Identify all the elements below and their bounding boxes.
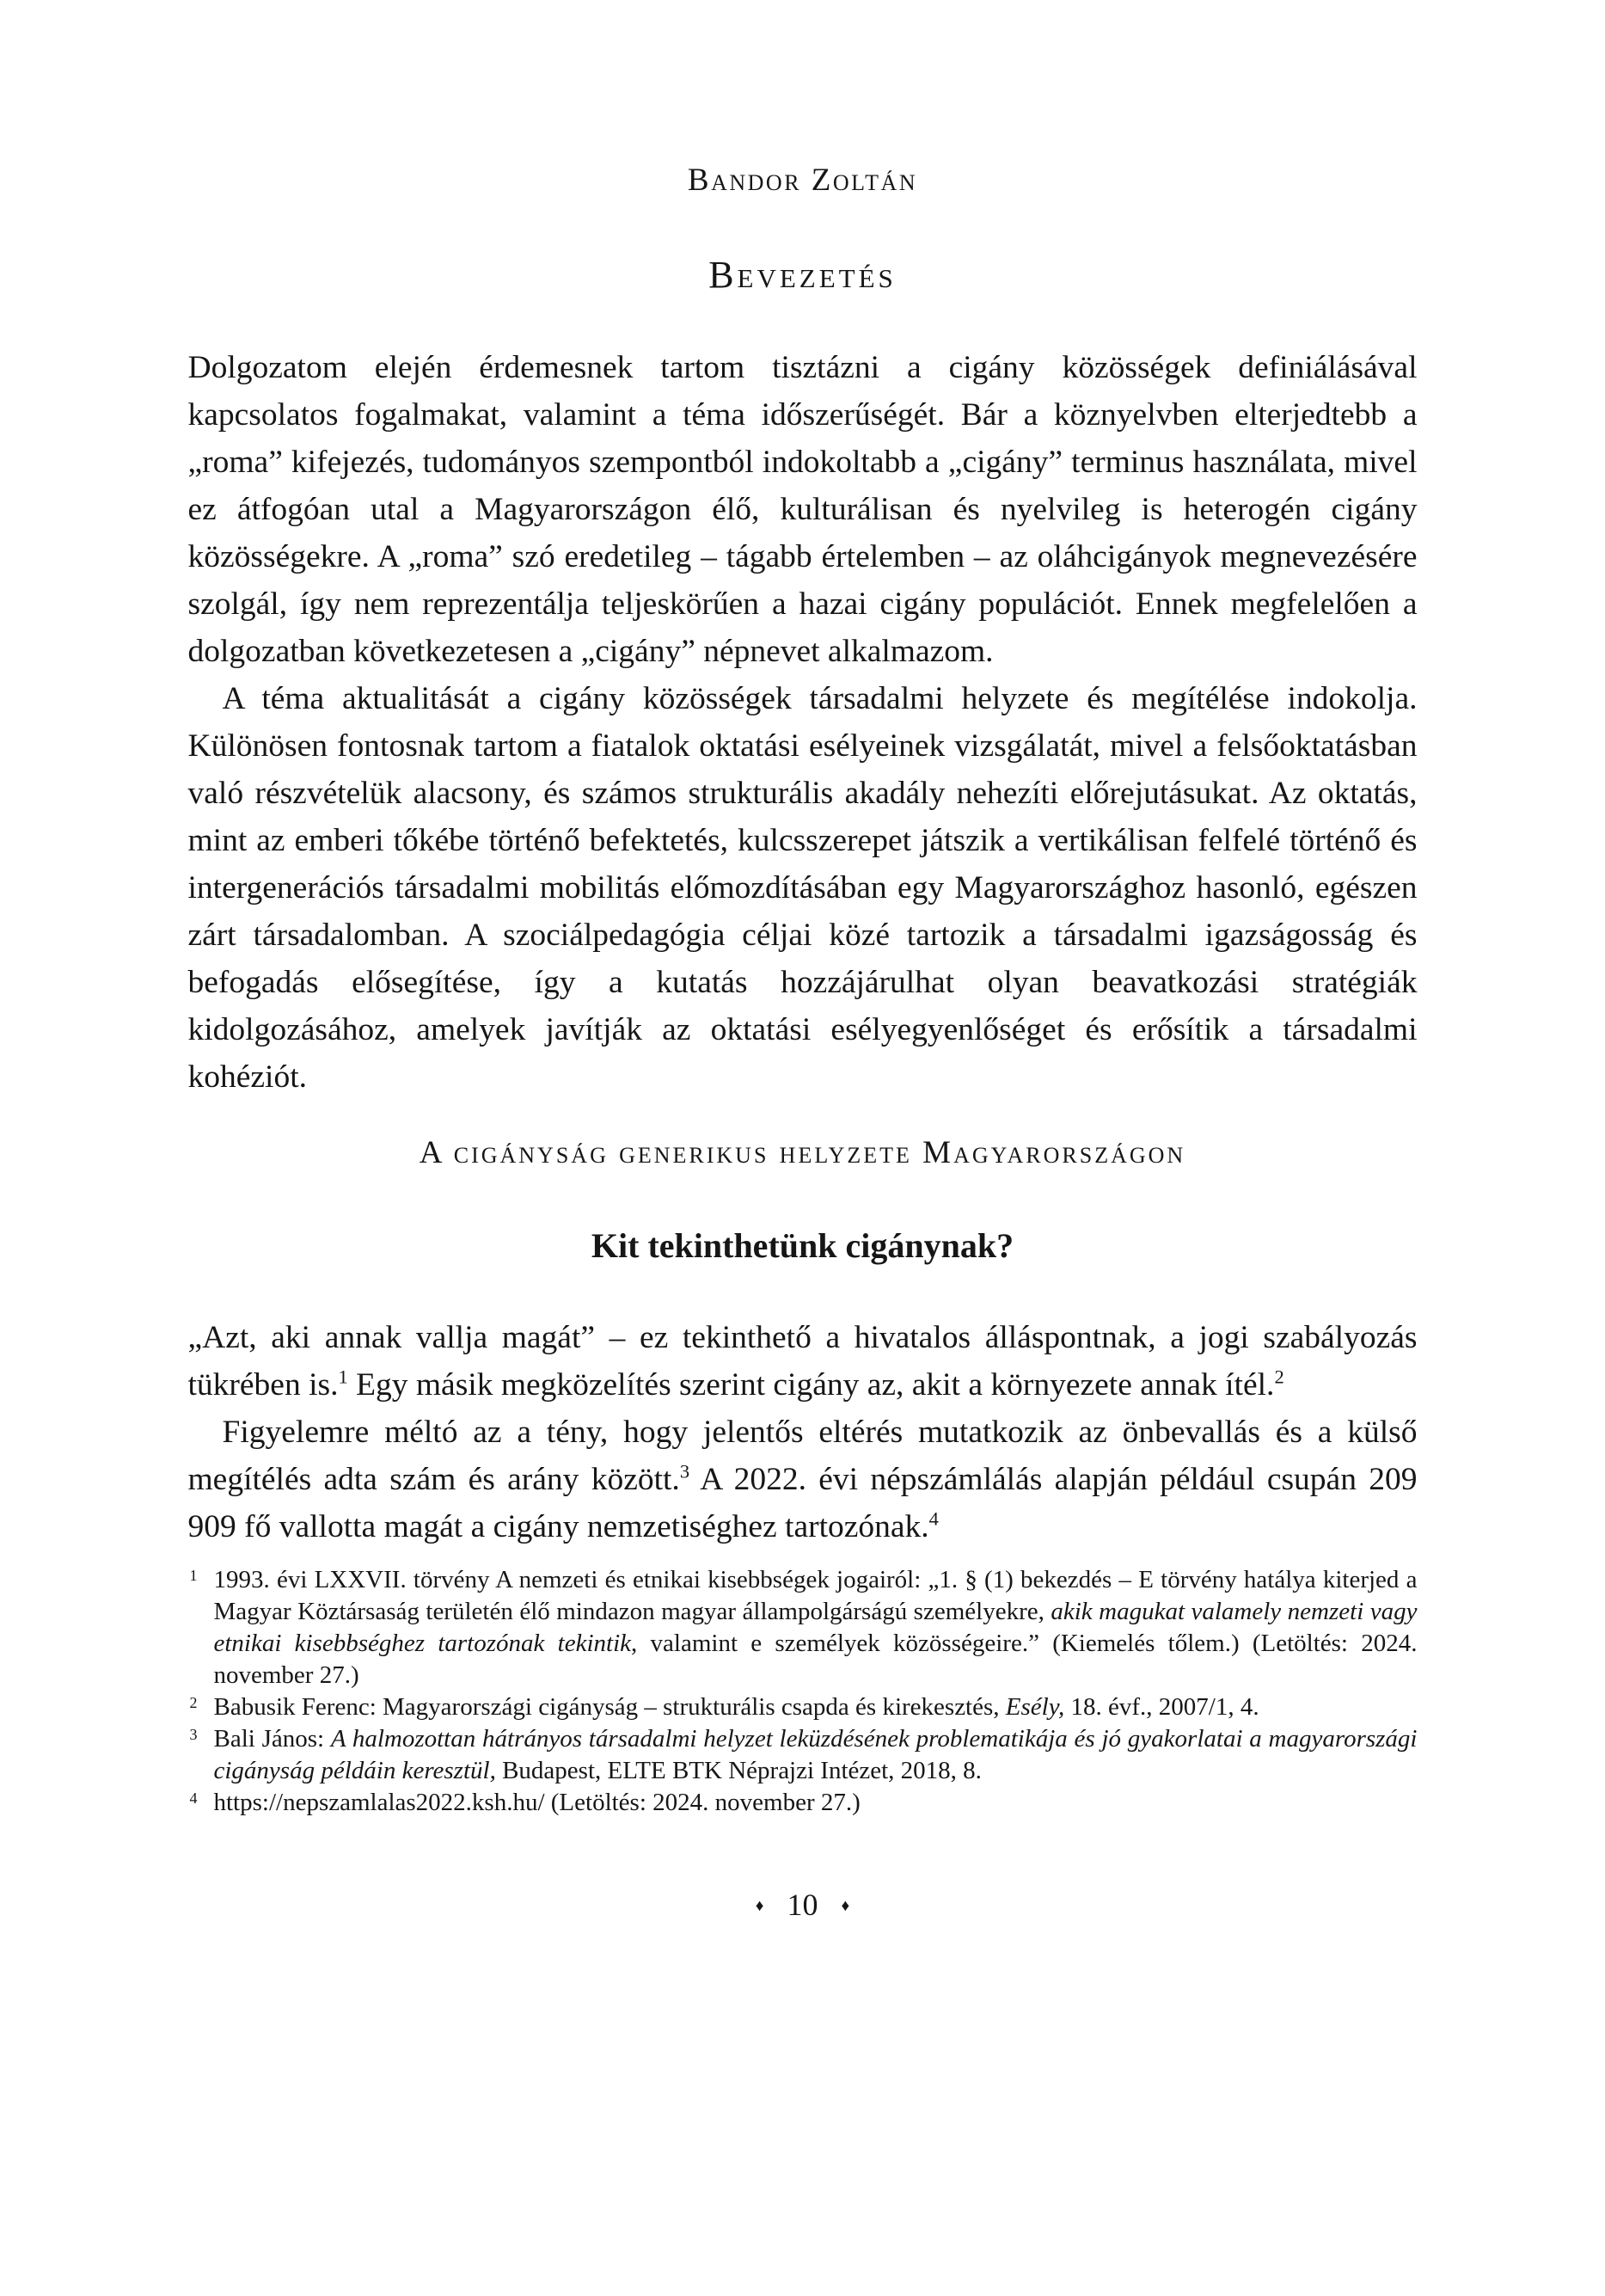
diamond-ornament-left: ♦ [755, 1897, 764, 1915]
footnote-item-1 [188, 1564, 1418, 1691]
page-number: 10 [787, 1888, 818, 1922]
footnote-text: Babusik Ferenc: Magyarországi cigányság – strukturális csapda és kirekesztés, Esély, 18. évf., 2007/1, 4. [213, 1693, 1259, 1721]
footnote-number: 3 [189, 1726, 198, 1743]
chapter-title: Bevezetés [708, 254, 897, 296]
footnote-number: 1 [189, 1567, 198, 1584]
author-heading: Bandor Zoltán [687, 163, 918, 198]
footnote-item-3 [188, 1723, 1418, 1787]
footnote-number: 2 [189, 1694, 198, 1711]
page [188, 0, 1418, 1924]
page-number-row [188, 1888, 1418, 1924]
footnote-text: 1993. évi LXXVII. törvény A nemzeti és etnikai kisebbségek jogairól: „1. § (1) bekezdés – E törvény hatálya kiterjed a Magyar Köztársaság területén élő mindazon magyar állampolgárságú személyekre, akik magukat valamely nemzeti vagy etnikai kisebbséghez tartozónak tekintik, valamint e személyek közösségeire.” (Kiemelés tőlem.) (Letöltés: 2024. november 27.) [213, 1566, 1418, 1689]
paragraph-section-2: Figyelemre méltó az a tény, hogy jelentős eltérés mutatkozik az önbevallás és a külső megítélés adta szám és arány között.$^3$ A 2022. évi népszámlálás alapján például csupán 209 909 fő vallotta magát a cigány nemzetiséghez tartozónak.$^4$ [187, 1415, 1418, 1544]
paragraph-intro-2: A téma aktualitását a cigány közösségek társadalmi helyzete és megítélése indokolja. Különösen fontosnak tartom a fiatalok oktatási esélyeinek vizsgálatát, mivel a felsőoktatásban való részvételük alacsony, és számos strukturális akadály nehezíti előrejutásukat. Az oktatás, mint az emberi tőkébe történő befektetés, kulcsszerepet játszik a vertikálisan felfelé történő és intergenerációs társadalmi mobilitás előmozdításában egy Magyarországhoz hasonló, egészen zárt társadalomban. A szociálpedagógia céljai közé tartozik a társadalmi igazságosság és befogadás elősegítése, így a kutatás hozzájárulhat olyan beavatkozási stratégiák kidolgozásához, amelyek javítják az oktatási esélyegyenlőséget és erősítik a társadalmi kohéziót. [187, 681, 1418, 1095]
footnote-item-4 [188, 1787, 1418, 1819]
section-heading: A cigányság generikus helyzete Magyarországon [419, 1135, 1186, 1170]
paragraph-intro-1: Dolgozatom elején érdemesnek tartom tisztázni a cigány közösségek definiálásával kapcsolatos fogalmakat, valamint a téma időszerűségét. Bár a köznyelvben elterjedtebb a „roma” kifejezés, tudományos szempontból indokoltabb a „cigány” terminus használata, mivel ez átfogóan utal a Magyarországon élő, kulturálisan és nyelvileg is heterogén cigány közösségekre. A „roma” szó eredetileg – tágabb értelemben – az oláhcigányok megnevezésére szolgál, így nem reprezentálja teljeskörűen a hazai cigány populációt. Ennek megfelelően a dolgozatban következetesen a „cigány” népnevet alkalmazom. [187, 350, 1418, 669]
footnote-text: Bali János: A halmozottan hátrányos társadalmi helyzet leküzdésének problematikája és jó gyakorlatai a magyarországi cigányság példáin keresztül, Budapest, ELTE BTK Néprajzi Intézet, 2018, 8. [213, 1725, 1418, 1784]
footnote-item-2 [188, 1691, 1418, 1723]
footnote-text: https://nepszamlalas2022.ksh.hu/ (Letöltés: 2024. november 27.) [213, 1789, 861, 1816]
footnote-number: 4 [189, 1790, 198, 1807]
paragraph-section-1: „Azt, aki annak vallja magát” – ez tekinthető a hivatalos álláspontnak, a jogi szabályozás tükrében is.$^1$ Egy másik megközelítés szerint cigány az, akit a környezete annak ítél.$^2$ [187, 1320, 1418, 1403]
footnotes-block [188, 1564, 1418, 1819]
diamond-ornament-right: ♦ [841, 1897, 850, 1915]
subsection-heading: Kit tekinthetünk cigánynak? [591, 1226, 1014, 1265]
